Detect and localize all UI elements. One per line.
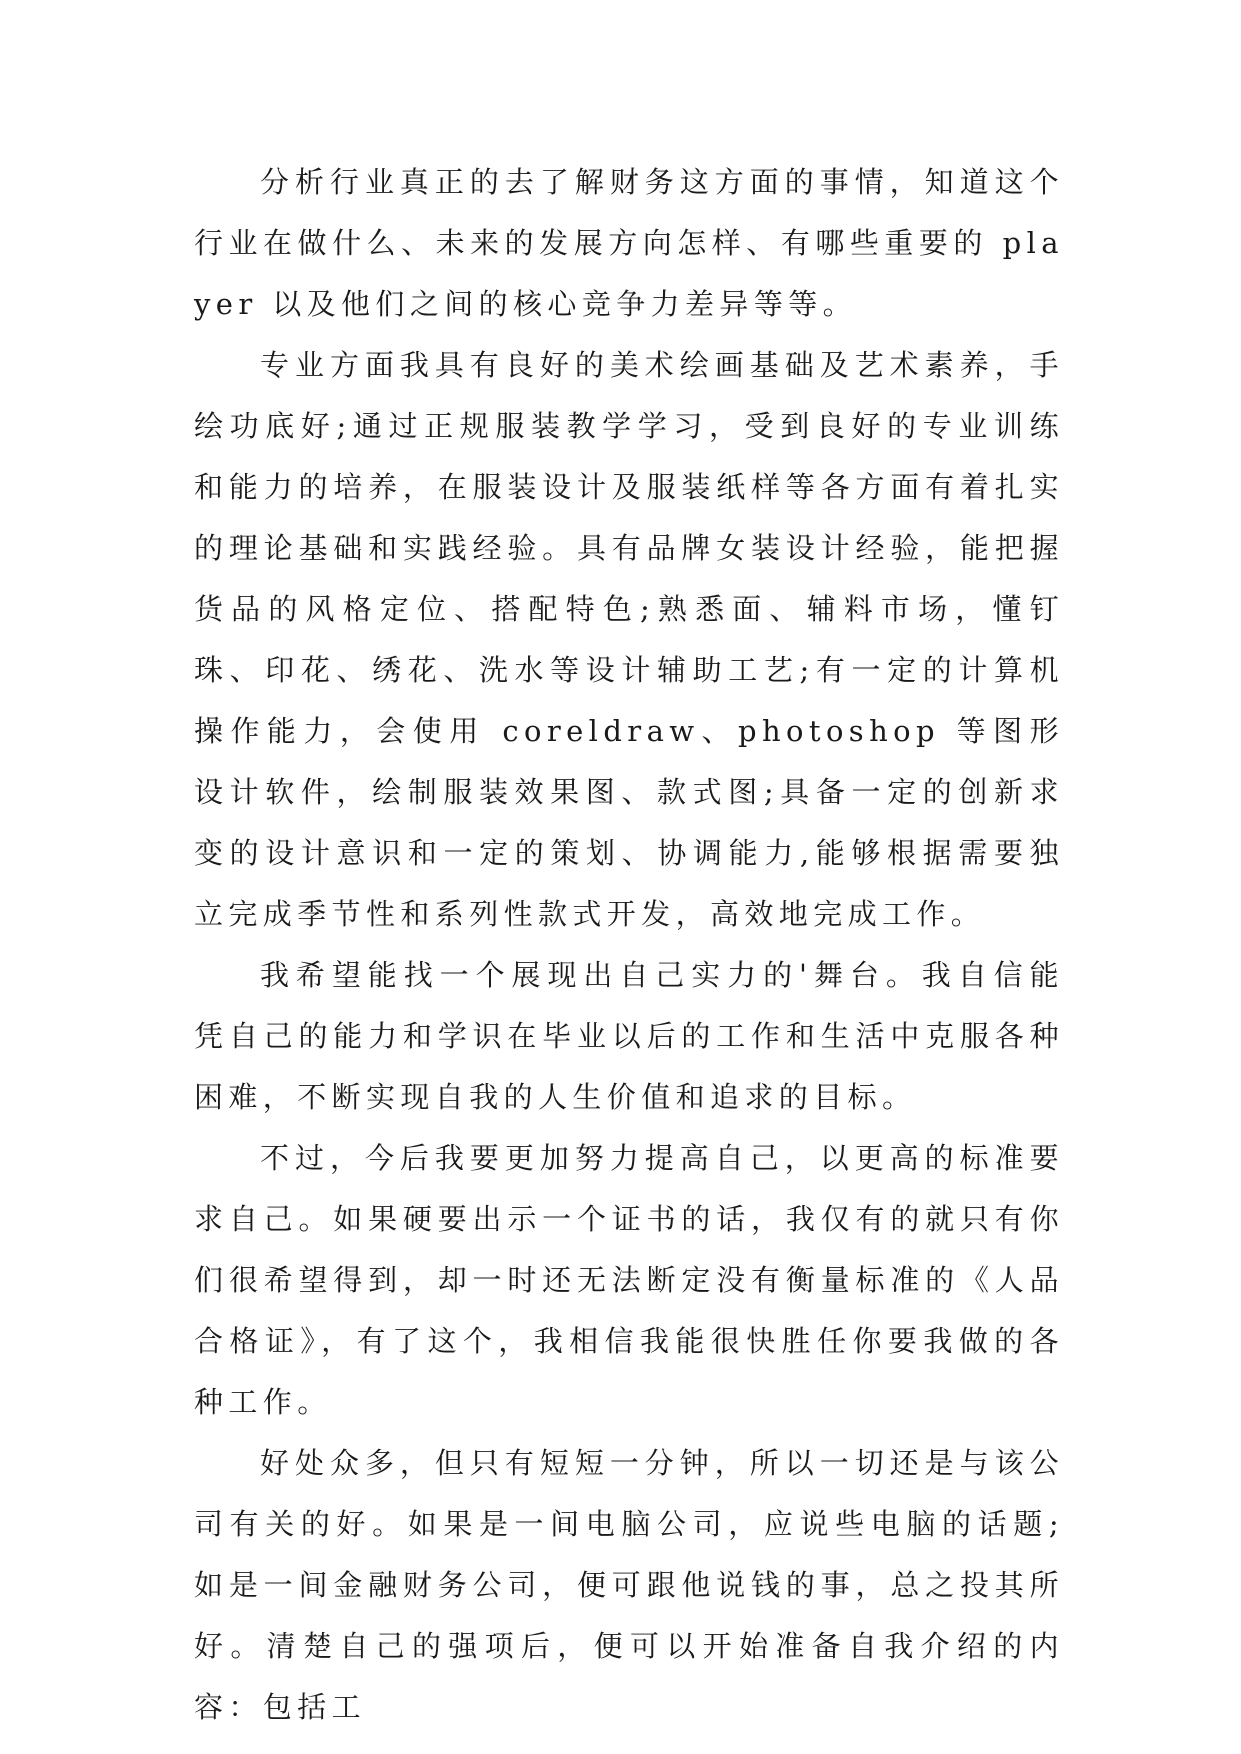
paragraph-professional-skills: 专业方面我具有良好的美术绘画基础及艺术素养，手绘功底好;通过正规服装教学学习，受到良好的专业训练和能力的培养，在服装设计及服装纸样等各方面有着扎实的理论基础和实践经验。具有品牌女装设计经验，能把握货品的风格定位、搭配特色;熟悉面、辅料市场，懂钉珠、印花、绣花、洗水等设计辅助工艺;有一定的计算机操作能力，会使用 coreldraw、photoshop 等图形设计软件，绘制服装效果图、款式图;具备一定的创新求变的设计意识和一定的策划、协调能力,能够根据需要独立完成季节性和系列性款式开发，高效地完成工作。 <box>194 348 1064 931</box>
document-body <box>194 152 1064 1738</box>
paragraph-interview-tips: 好处众多，但只有短短一分钟，所以一切还是与该公司有关的好。如果是一间电脑公司，应说些电脑的话题;如是一间金融财务公司，便可跟他说钱的事，总之投其所好。清楚自己的强项后，便可以开始准备自我介绍的内容：包括工 <box>194 1446 1064 1724</box>
paragraph-career-goal: 我希望能找一个展现出自己实力的'舞台。我自信能凭自己的能力和学识在毕业以后的工作和生活中克服各种困难，不断实现自我的人生价值和追求的目标。 <box>194 958 1064 1114</box>
paragraph-industry-analysis: 分析行业真正的去了解财务这方面的事情，知道这个行业在做什么、未来的发展方向怎样、有哪些重要的 player 以及他们之间的核心竞争力差异等等。 <box>194 165 1064 321</box>
paragraph-self-improvement: 不过，今后我要更加努力提高自己，以更高的标准要求自己。如果硬要出示一个证书的话，我仅有的就只有你们很希望得到，却一时还无法断定没有衡量标准的《人品合格证》，有了这个，我相信我能很快胜任你要我做的各种工作。 <box>194 1141 1064 1419</box>
